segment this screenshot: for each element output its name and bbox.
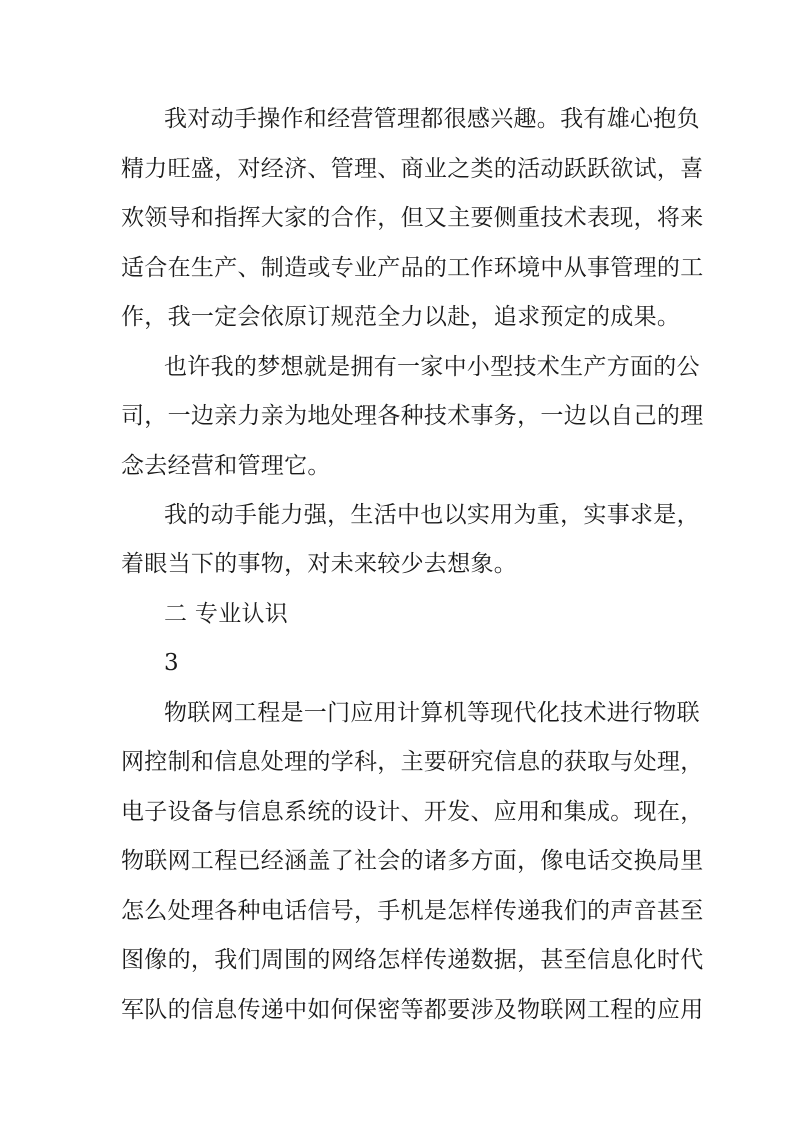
body-paragraph-line-7: 军队的信息传递中如何保密等都要涉及物联网工程的应用 <box>121 997 704 1023</box>
paragraph-2-line-2: 司，一边亲力亲为地处理各种技术事务，一边以自己的理 <box>121 403 704 429</box>
body-paragraph-line-2: 网控制和信息处理的学科，主要研究信息的获取与处理， <box>121 749 704 775</box>
section-number: 3 <box>164 650 179 676</box>
paragraph-1-line-3: 欢领导和指挥大家的合作，但又主要侧重技术表现，将来 <box>121 205 704 231</box>
body-paragraph-line-5: 怎么处理各种电话信号，手机是怎样传递我们的声音甚至 <box>121 898 704 924</box>
paragraph-1-line-1: 我对动手操作和经营管理都很感兴趣。我有雄心抱负 <box>164 106 700 132</box>
paragraph-3-line-1: 我的动手能力强，生活中也以实用为重，实事求是， <box>164 502 700 528</box>
paragraph-1-line-2: 精力旺盛，对经济、管理、商业之类的活动跃跃欲试，喜 <box>121 156 704 182</box>
body-paragraph-line-4: 物联网工程已经涵盖了社会的诸多方面，像电话交换局里 <box>121 848 704 874</box>
body-paragraph-line-6: 图像的，我们周围的网络怎样传递数据，甚至信息化时代 <box>121 947 704 973</box>
section-heading: 二 专业认识 <box>164 601 289 627</box>
body-paragraph-line-3: 电子设备与信息系统的设计、开发、应用和集成。现在， <box>121 799 704 825</box>
paragraph-3-line-2: 着眼当下的事物，对未来较少去想象。 <box>121 551 518 577</box>
paragraph-1-line-4: 适合在生产、制造或专业产品的工作环境中从事管理的工 <box>121 255 704 281</box>
paragraph-2-line-3: 念去经营和管理它。 <box>121 453 331 479</box>
body-paragraph-line-1: 物联网工程是一门应用计算机等现代化技术进行物联 <box>164 700 700 726</box>
paragraph-2-line-1: 也许我的梦想就是拥有一家中小型技术生产方面的公 <box>164 354 700 380</box>
paragraph-1-line-5: 作，我一定会依原订规范全力以赴，追求预定的成果。 <box>121 304 681 330</box>
